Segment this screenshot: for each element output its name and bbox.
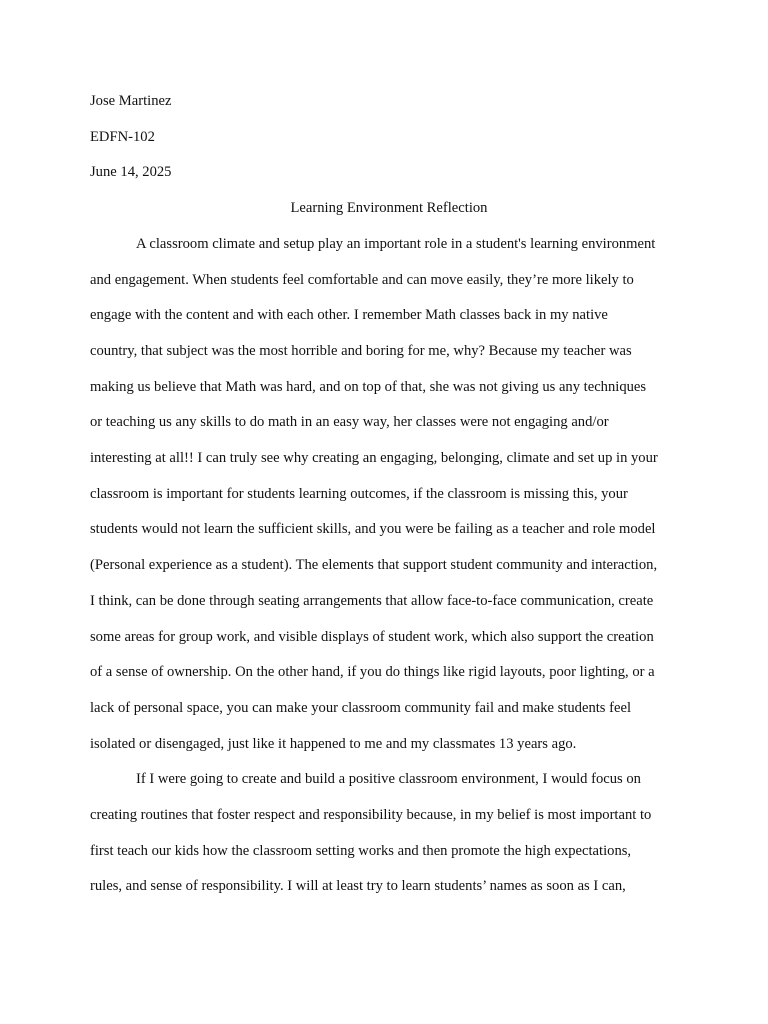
paragraph-line: lack of personal space, you can make your classroom community fail and make students feel xyxy=(90,699,632,716)
author-name: Jose Martinez xyxy=(90,93,172,109)
course-code: EDFN-102 xyxy=(90,128,155,145)
paragraph-1 xyxy=(90,227,680,763)
paragraph-line: interesting at all!! I can truly see why creating an engaging, belonging, climate and set up in your xyxy=(90,450,658,467)
paragraph-2 xyxy=(90,762,680,905)
paragraph-line: first teach our kids how the classroom setting works and then promote the high expectations, xyxy=(90,842,632,859)
paragraph-line: I think, can be done through seating arrangements that allow face-to-face communication, create xyxy=(90,592,654,609)
paragraph-line: A classroom climate and setup play an important role in a student's learning environment xyxy=(136,235,656,252)
paragraph-line: engage with the content and with each other. I remember Math classes back in my native xyxy=(90,307,608,324)
document-body xyxy=(90,84,680,905)
paragraph-line: rules, and sense of responsibility. I will at least try to learn students’ names as soon as I can, xyxy=(90,878,626,895)
paragraph-line: and engagement. When students feel comfortable and can move easily, they’re more likely to xyxy=(90,271,634,288)
paragraph-line: or teaching us any skills to do math in an easy way, her classes were not engaging and/or xyxy=(90,414,609,431)
paragraph-line: country, that subject was the most horrible and boring for me, why? Because my teacher was xyxy=(90,342,632,359)
paragraph-line: creating routines that foster respect and responsibility because, in my belief is most important to xyxy=(90,807,652,824)
paragraph-line: If I were going to create and build a positive classroom environment, I would focus on xyxy=(136,771,641,788)
paragraph-line: of a sense of ownership. On the other hand, if you do things like rigid layouts, poor lighting, or a xyxy=(90,664,655,681)
paragraph-line: some areas for group work, and visible displays of student work, which also support the creation xyxy=(90,628,654,645)
paragraph-line: isolated or disengaged, just like it happened to me and my classmates 13 years ago. xyxy=(90,735,577,752)
paragraph-line: classroom is important for students learning outcomes, if the classroom is missing this, your xyxy=(90,485,628,502)
document-title: Learning Environment Reflection xyxy=(290,200,488,217)
paragraph-line: students would not learn the sufficient skills, and you were be failing as a teacher and role model xyxy=(90,521,656,538)
paragraph-line: (Personal experience as a student). The elements that support student community and interaction, xyxy=(90,557,658,574)
paragraph-line: making us believe that Math was hard, and on top of that, she was not giving us any techniques xyxy=(90,378,647,395)
document-date: June 14, 2025 xyxy=(90,164,172,181)
